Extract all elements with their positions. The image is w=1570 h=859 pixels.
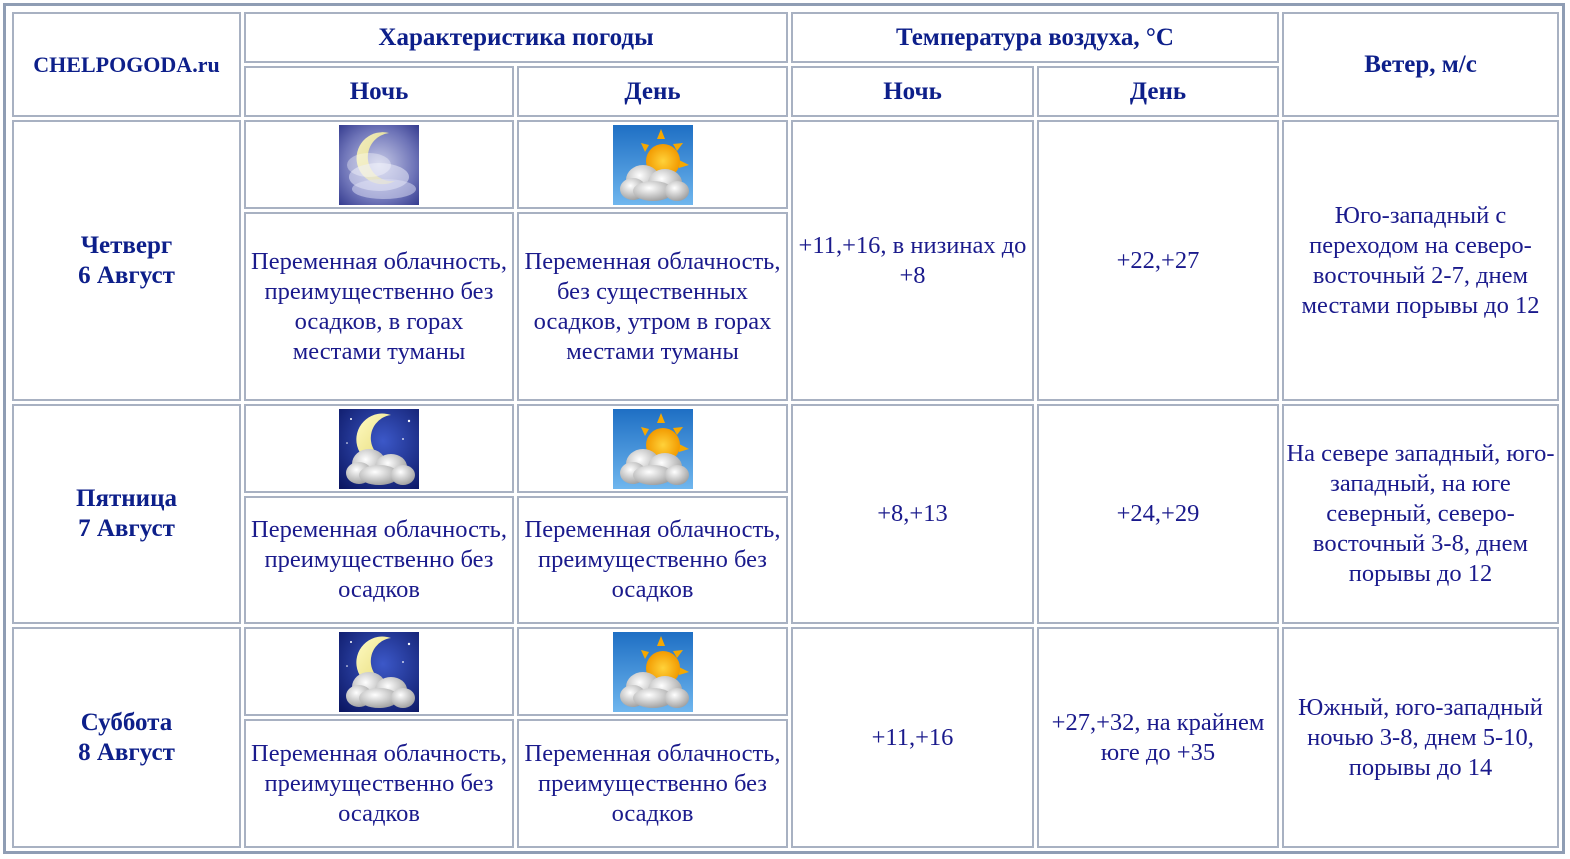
day-icon-cell [517, 627, 788, 716]
night-icon-cell [244, 404, 514, 493]
weekday: Суббота [80, 708, 173, 736]
temp-night: +11,+16 [791, 627, 1034, 848]
wind: Юго-западный с переходом на северо-восточный 2-7, днем местами порывы до 12 [1282, 120, 1559, 401]
moon-cloud-fog-icon [339, 125, 419, 205]
header-temperature: Температура воздуха, °С [791, 12, 1279, 63]
night-description: Переменная облачность, преимущественно без осадков, в горах местами туманы [244, 212, 514, 401]
date: 7 Август [78, 515, 175, 542]
date: 8 Август [78, 738, 175, 766]
day-icon-cell [517, 120, 788, 209]
night-description: Переменная облачность, преимущественно без осадков [244, 719, 514, 848]
site-brand: CHELPOGODA.ru [12, 12, 241, 117]
sun-behind-clouds-icon [613, 409, 693, 489]
temp-day: +22,+27 [1037, 120, 1279, 401]
header-temp-day: День [1037, 66, 1279, 117]
header-wind: Ветер, м/с [1282, 12, 1559, 117]
temp-day: +27,+32, на крайнем юге до +35 [1037, 627, 1279, 848]
date-cell [12, 120, 241, 401]
header-weather: Характеристика погоды [244, 12, 788, 63]
date: 6 Август [78, 261, 175, 289]
temp-night: +8,+13 [791, 404, 1034, 624]
date-cell [12, 627, 241, 848]
sun-behind-clouds-icon [613, 125, 693, 205]
day-description: Переменная облачность, преимущественно без осадков [517, 496, 788, 624]
day-description: Переменная облачность, без существенных осадков, утром в горах местами туманы [517, 212, 788, 401]
day-description: Переменная облачность, преимущественно без осадков [517, 719, 788, 848]
temp-night: +11,+16, в низинах до +8 [791, 120, 1034, 401]
header-weather-day: День [517, 66, 788, 117]
temp-day: +24,+29 [1037, 404, 1279, 624]
wind: На севере западный, юго-западный, на юге северный, северо-восточный 3-8, днем порывы до 12 [1282, 404, 1559, 624]
date-cell [12, 404, 241, 624]
night-icon-cell [244, 120, 514, 209]
header-weather-night: Ночь [244, 66, 514, 117]
night-description: Переменная облачность, преимущественно без осадков [244, 496, 514, 624]
wind: Южный, юго-западный ночью 3-8, днем 5-10, порывы до 14 [1282, 627, 1559, 848]
sun-behind-clouds-icon [613, 632, 693, 712]
weekday: Пятница [76, 485, 177, 512]
day-icon-cell [517, 404, 788, 493]
weekday: Четверг [80, 231, 173, 259]
header-temp-night: Ночь [791, 66, 1034, 117]
moon-clouds-icon [339, 632, 419, 712]
night-icon-cell [244, 627, 514, 716]
moon-clouds-icon [339, 409, 419, 489]
